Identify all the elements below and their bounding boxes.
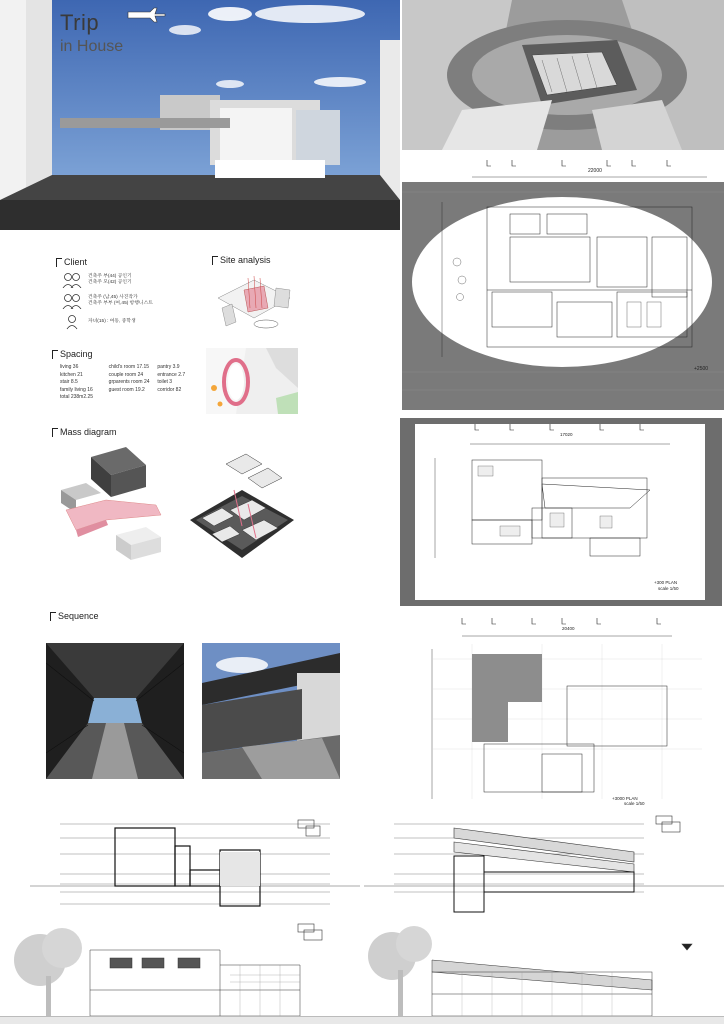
client-row (62, 293, 202, 309)
spacing-item: stair 8.5 (60, 379, 78, 386)
couple-icon (62, 293, 82, 309)
spacing-item: corridor 82 (157, 386, 182, 393)
client-line2: 건축주 모(42) 공인기 (88, 280, 132, 285)
client-line1: 자녀(15) : 여동, 중학생 (88, 319, 136, 324)
sequence-render-terrace (202, 643, 340, 779)
spacing-item: toilet 3 (157, 379, 173, 386)
sequence-render-corridor (46, 643, 184, 779)
spacing-col-2 (109, 364, 152, 394)
plan3-label: +3000 PLAN (612, 796, 638, 801)
client-line1: 건축주 부(44) 공인기 (88, 274, 132, 279)
poster-title (60, 10, 123, 56)
spacing-item: kitchen 21 (60, 371, 83, 378)
elevation-right (362, 920, 724, 1016)
plan2-label: +300 PLAN (654, 580, 678, 585)
site-analysis-diagram (208, 268, 300, 340)
client-row (62, 272, 202, 288)
section-right (364, 812, 724, 922)
plan1-label: +2500 (694, 366, 709, 372)
spacing-item: couple room 24 (108, 371, 144, 378)
spacing-col-1 (60, 364, 103, 394)
spacing-item: child's room 17.15 (108, 364, 150, 370)
sequence-heading: Sequence (50, 611, 99, 621)
couple-icon (62, 272, 82, 288)
mass-diagram-section (182, 450, 298, 580)
plan3-scale: scale 1/50 (624, 801, 645, 806)
title-sub: in House (60, 38, 124, 55)
dim-bottom: 20400 (562, 626, 575, 631)
plus3000-floor-plan (402, 614, 724, 806)
spacing-item: guest room 19.2 (108, 386, 145, 393)
section-left (30, 812, 360, 922)
spacing-item: pantry 3.9 (157, 364, 180, 370)
client-line2: 건축주 부부 (여,45) 항행니스트 (88, 301, 153, 306)
mass-diagram-exploded (46, 445, 176, 583)
mass-diagram-heading: Mass diagram (52, 427, 117, 437)
spacing-heading: Spacing (52, 349, 93, 359)
child-icon (62, 314, 82, 330)
spacing-item: family living 16 (60, 386, 93, 393)
client-line1: 건축주 (남,45) 사진작가 (88, 295, 138, 300)
aerial-render (402, 0, 724, 150)
site-floor-plan (402, 152, 724, 410)
site-analysis-heading: Site analysis (212, 255, 271, 265)
plus300-floor-plan (400, 418, 722, 606)
dim-top: 22000 (588, 168, 602, 174)
spacing-item: grparents room 24 (108, 379, 150, 386)
title-main: Trip (60, 10, 100, 35)
spacing-item: entrance 2.7 (157, 371, 186, 378)
poster-bottom-border (0, 1016, 724, 1024)
spacing-table (60, 364, 200, 402)
client-row (62, 314, 202, 330)
site-map (206, 348, 298, 414)
client-list (62, 272, 202, 335)
elevation-left (0, 920, 362, 1016)
dim-mid: 17020 (560, 432, 573, 437)
spacing-item: living 36 (60, 364, 79, 370)
spacing-col-3 (157, 364, 200, 394)
client-heading: Client (56, 257, 87, 267)
spacing-total: total 238m2.25 (60, 394, 94, 401)
plan2-scale: scale 1/50 (658, 586, 679, 591)
